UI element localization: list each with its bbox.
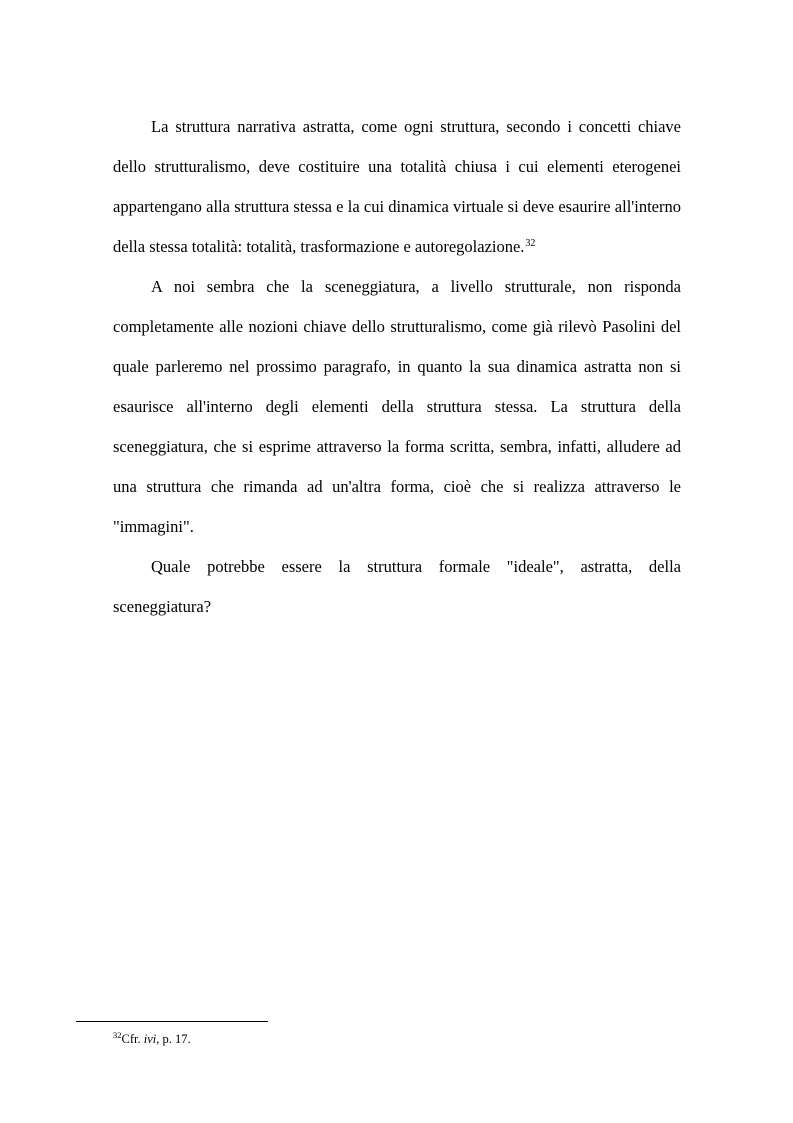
paragraph-3-text: Quale potrebbe essere la struttura formale "ideale", astratta, della sceneggiatura? — [113, 557, 681, 616]
footnote — [113, 1030, 191, 1048]
paragraph-2-text: A noi sembra che la sceneggiatura, a livello strutturale, non risponda completamente alle nozioni chiave dello strutturalismo, come già rilevò Pasolini del quale parleremo nel prossimo paragrafo, in quanto la sua dinamica astratta non si esaurisce all'interno degli elementi della struttura stessa. La struttura della sceneggiatura, che si esprime attraverso la forma scritta, sembra, infatti, alludere ad una struttura che rimanda ad un'altra forma, cioè che si realizza attraverso le "immagini". — [113, 277, 681, 536]
paragraph-1 — [113, 107, 681, 267]
paragraph-3 — [113, 547, 681, 627]
paragraph-2 — [113, 267, 681, 547]
footnote-number: 32 — [113, 1030, 122, 1040]
footnote-reference[interactable]: 32 — [525, 238, 536, 249]
paragraph-1-text: La struttura narrativa astratta, come ogni struttura, secondo i concetti chiave dello strutturalismo, deve costituire una totalità chiusa i cui elementi eterogenei appartengano alla struttura stessa e la cui dinamica virtuale si deve esaurire all'interno della stessa totalità: totalità, trasformazione e autoregolazione. — [113, 117, 681, 256]
body-text — [113, 107, 681, 627]
footnote-separator — [76, 1021, 268, 1022]
footnote-prefix: Cfr. — [121, 1032, 144, 1046]
footnote-suffix: , p. 17. — [156, 1032, 191, 1046]
footnote-italic: ivi — [143, 1032, 157, 1046]
